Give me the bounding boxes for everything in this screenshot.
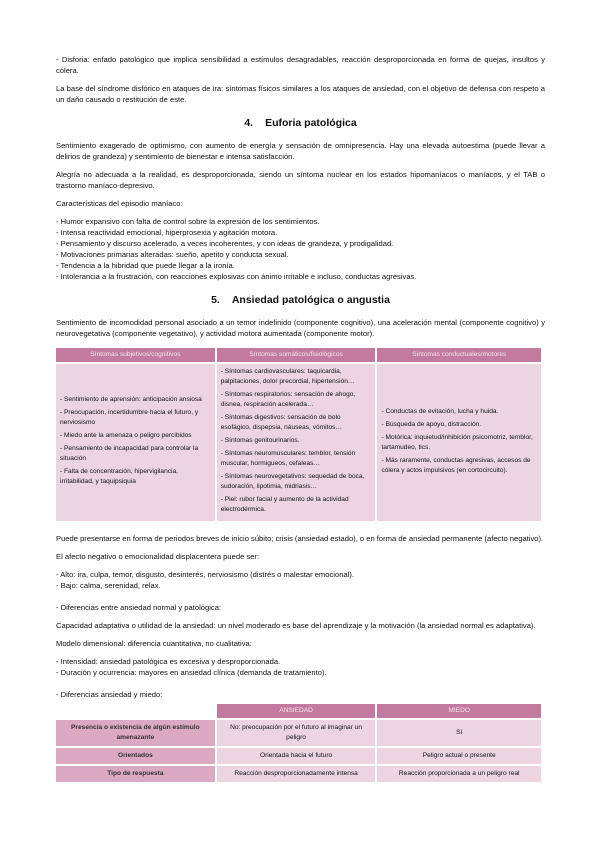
heading-title: Euforia patológica [265, 117, 357, 129]
table-header: Síntomas conductuales/motores [377, 348, 541, 362]
heading-ansiedad [56, 294, 545, 307]
list-item: - Pensamiento y discurso acelerado, a veces incoherentes, y con ideas de grandeza, y prodigalidad. [56, 239, 394, 248]
list-maniaco [56, 216, 545, 282]
list-item: - Alto: ira, culpa, temor, disgusto, desinterés, nerviosismo (distrés o malestar emocional). [56, 570, 354, 579]
row-header: Presencia o existencia de algún estímulo amenazante [56, 720, 215, 746]
paragraph-disforia: - Disforia: enfado patológico que implica sensibilidad a estímulos desagradables, reacción desproporcionada en forma de quejas, insultos y cólera. [56, 55, 545, 75]
table-header: ANSIEDAD [217, 704, 376, 718]
table-row [56, 748, 541, 764]
paragraph-ansiedad-2: Puede presentarse en forma de periodos breves de inicio súbito; crisis (ansiedad estado), o en forma de ansiedad permanente (afecto negativo). [56, 534, 544, 543]
table-header: Síntomas subjetivos/cognitivos [56, 348, 215, 362]
list-item: - Intensa reactividad emocional, hiperprosexia y agitación motora. [56, 228, 278, 237]
list-item: - Bajo: calma, serenidad, relax. [56, 581, 161, 590]
ansiedad-miedo-table [54, 702, 543, 784]
cell-item: - Síntomas digestivos: sensación de bolo esofágico, dispepsia, náuseas, vómitos… [220, 414, 343, 431]
table-row [56, 720, 541, 746]
table-cell-fisiologicos [217, 364, 376, 521]
cell-item: - Sentimiento de aprensión: anticipación ansiosa [60, 396, 202, 403]
cell-miedo: Sí [377, 720, 541, 746]
list-item: - Intolerancia a la frustración, con reacciones explosivas con ánimo irritable e incluso, conductas agresivas. [56, 272, 417, 281]
diff-miedo-title: - Diferencias ansiedad y miedo: [56, 690, 163, 699]
cell-ansiedad: Reacción desproporcionadamente intensa [217, 766, 376, 782]
symptoms-table [54, 346, 543, 523]
heading-euforia [56, 117, 545, 130]
paragraph-euforia-1: Sentimiento exagerado de optimismo, con aumento de energía y sensación de omnipresencia. Hay una elevada autoestima (puede llevar a delirios de grandeza) y sentimiento de bienestar e intensa satisfacción. [56, 141, 545, 161]
cell-ansiedad: Orientada hacia el futuro [217, 748, 376, 764]
list-item: - Intensidad: ansiedad patológica es excesiva y desproporcionada. [56, 657, 281, 666]
diff-normal-title: - Diferencias entre ansiedad normal y patológica: [56, 603, 222, 612]
cell-item: - Síntomas neuromusculares: temblor, tensión muscular, hormigueos, cefaleas… [220, 450, 356, 467]
cell-item: - Pensamiento de incapacidad para controlar la situación [60, 445, 199, 462]
row-header: Orientados [56, 748, 215, 764]
list-item: - Duración y ocurrencia: mayores en ansiedad clínica (demanda de tratamiento). [56, 668, 327, 677]
list-afecto [56, 569, 545, 591]
cell-item: - Miedo ante la amenaza o peligro percibidos [60, 432, 192, 439]
list-item: - Tendencia a la hibridad que puede llegar a la ironía. [56, 261, 235, 270]
modelo-title: Modelo dimensional: diferencia cuantitativa, no cualitativa: [56, 639, 252, 648]
table-row [56, 766, 541, 782]
cell-item: - Síntomas cardiovasculares: taquicardia, palpitaciones, dolor precordial, hipertensión… [220, 368, 355, 385]
cell-miedo: Reacción proporcionada a un peligro real [377, 766, 541, 782]
cell-item: - Motórica: inquietud/inhibición psicomotriz, temblor, tartamudeo, tics. [381, 433, 533, 451]
heading-title: Ansiedad patológica o angustia [231, 294, 390, 306]
list-item: - Humor expansivo con falta de control sobre la expresión de los sentimientos. [56, 217, 320, 226]
list-modelo [56, 656, 545, 678]
cell-item: - Preocupación, incertidumbre hacia el futuro, y nerviosismo [60, 409, 199, 426]
cell-item: - Conductas de evitación, lucha y huida. [381, 407, 499, 415]
cell-item: - Síntomas respiratorios: sensación de ahogo, disnea, respiración acelerada… [220, 391, 356, 408]
cell-miedo: Peligro actual o presente [377, 748, 541, 764]
cell-item: - Más raramente, conductas agresivas, accesos de cólera y actos impulsivos (en cortocircuito). [381, 456, 531, 474]
paragraph-ansiedad-1: Sentimiento de incomodidad personal asociado a un temor indefinido (componente cognitivo), una aceleración mental (componente cognitivo) y neurovegetativa (componente vegetativo), y actividad motora aumentada (componente motor). [56, 318, 545, 338]
list-title-maniaco: Características del episodio maníaco: [56, 199, 183, 208]
table-cell-cognitivos [56, 364, 215, 521]
row-header: Tipo de respuesta [56, 766, 215, 782]
afecto-title: El afecto negativo o emocionalidad displacentera puede ser: [56, 552, 260, 561]
cell-item: - Falta de concentración, hipervigilancia, irritabilidad, y taquipsiquia [60, 468, 179, 485]
table-header: Síntomas somáticos/fisiológicos [217, 348, 376, 362]
empty-corner [56, 704, 215, 718]
cell-item: - Síntomas genitourinarios. [220, 437, 300, 444]
paragraph-euforia-2: Alegría no adecuada a la realidad, es desproporcionada, siendo un síntoma nuclear en los estados hipomaníacos o maníacos, y el TAB o trastorno maníaco-depresivo. [56, 170, 545, 190]
list-item: - Motivaciones primarias alteradas: sueño, apetito y conducta sexual. [56, 250, 289, 259]
table-cell-motores [377, 364, 541, 521]
paragraph-capacidad: Capacidad adaptativa o utilidad de la ansiedad: un nivel moderado es base del aprendizaje y la motivación (la ansiedad normal es adaptativa). [56, 621, 536, 630]
heading-number: 5. [211, 294, 220, 306]
cell-item: - Piel: rubor facial y aumento de la actividad electrodérmica. [220, 496, 349, 513]
cell-item: - Búsqueda de apoyo, distracción. [381, 420, 482, 428]
heading-number: 4. [244, 117, 254, 129]
cell-item: - Síntomas neurovegetativos: sequedad de boca, sudoración, lipotimia, midriasis… [220, 473, 365, 490]
cell-ansiedad: No: preocupación por el futuro al imaginar un peligro [217, 720, 376, 746]
paragraph-base-disforico: La base del síndrome disfórico en ataques de ira: síntomas físicos similares a los ataques de ansiedad, con el objetivo de defensa con respeto a un daño causado o restitución de este. [56, 84, 545, 104]
table-header: MIEDO [377, 704, 541, 718]
